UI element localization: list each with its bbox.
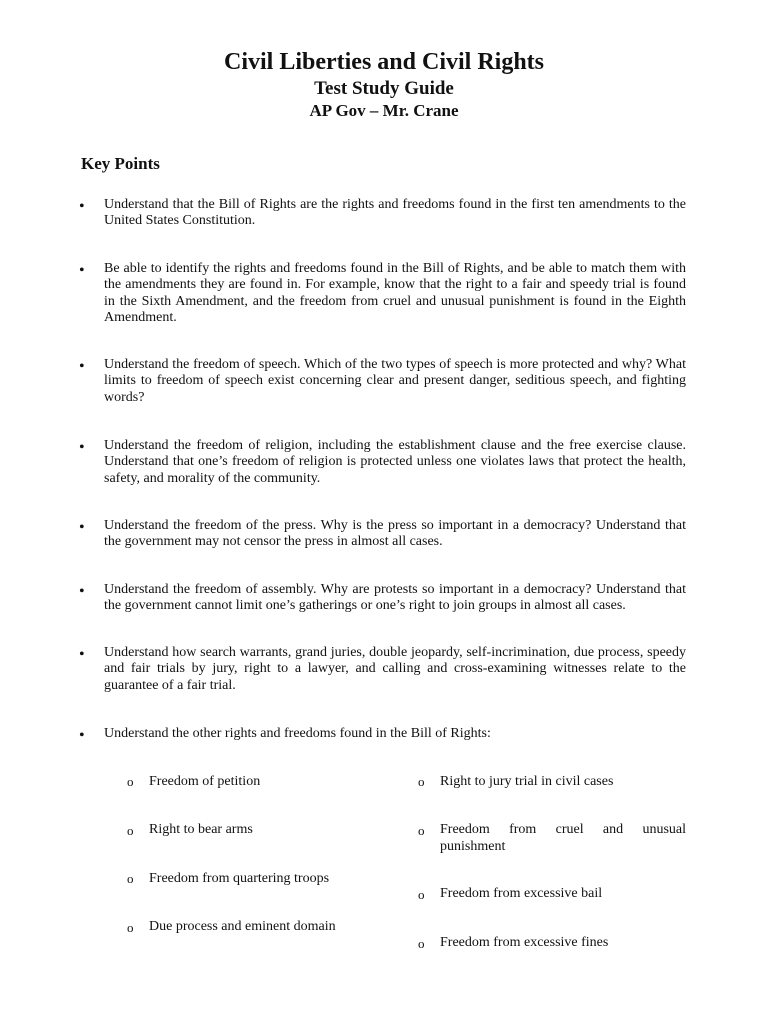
other-right-jury-trial-civil: Right to jury trial in civil cases — [440, 774, 614, 789]
document-title: Civil Liberties and Civil Rights — [223, 49, 545, 75]
bullet-icon: • — [79, 358, 85, 375]
sub-bullet-icon: o — [127, 774, 134, 789]
sub-bullet-icon: o — [127, 823, 134, 838]
sub-bullet-icon: o — [418, 774, 425, 789]
other-right-excessive-fines: Freedom from excessive fines — [440, 935, 609, 950]
sub-bullet-icon: o — [127, 920, 134, 935]
key-point-2: Be able to identify the rights and freedoms found in the Bill of Rights, and be able to match them with the amendments they are found in. For example, know that the right to a fair and speedy trial is found in the Sixth Amendment, and the freedom from cruel and unusual punishment is found in the Eighth Amendment. — [104, 261, 686, 326]
bullet-icon: • — [79, 583, 85, 600]
other-right-due-process: Due process and eminent domain — [149, 919, 336, 934]
bullet-icon: • — [79, 646, 85, 663]
sub-bullet-icon: o — [418, 887, 425, 902]
bullet-icon: • — [79, 198, 85, 215]
key-point-4: Understand the freedom of religion, including the establishment clause and the free exercise clause. Understand that one’s freedom of religion is protected unless one violates laws that protect the health, safety, and morality of the community. — [104, 438, 686, 486]
key-point-1: Understand that the Bill of Rights are the rights and freedoms found in the first ten amendments to the United States Constitution. — [104, 197, 686, 229]
other-right-cruel-unusual-punishment: Freedom from cruel and unusual punishment — [440, 822, 686, 854]
course-line: AP Gov – Mr. Crane — [309, 101, 459, 120]
sub-bullet-icon: o — [418, 936, 425, 951]
document-subtitle: Test Study Guide — [314, 78, 454, 99]
key-point-6: Understand the freedom of assembly. Why are protests so important in a democracy? Understand that the government cannot limit one’s gatherings or one’s right to join groups in almost all cases. — [104, 582, 686, 614]
bullet-icon: • — [79, 439, 85, 456]
key-point-7: Understand how search warrants, grand juries, double jeopardy, self-incrimination, due process, speedy and fair trials by jury, right to a lawyer, and calling and cross-examining witnesses relate to the guarantee of a fair trial. — [104, 645, 686, 693]
other-right-excessive-bail: Freedom from excessive bail — [440, 886, 603, 901]
bullet-icon: • — [79, 519, 85, 536]
section-heading-key-points: Key Points — [81, 154, 160, 173]
sub-bullet-icon: o — [127, 871, 134, 886]
other-right-quartering-troops: Freedom from quartering troops — [149, 871, 330, 886]
other-right-freedom-of-petition: Freedom of petition — [149, 774, 261, 789]
other-right-bear-arms: Right to bear arms — [149, 822, 253, 837]
key-point-5: Understand the freedom of the press. Why is the press so important in a democracy? Understand that the government may not censor the press in almost all cases. — [104, 518, 686, 550]
bullet-icon: • — [79, 262, 85, 279]
bullet-icon: • — [79, 727, 85, 744]
key-point-3: Understand the freedom of speech. Which of the two types of speech is more protected and why? What limits to freedom of speech exist concerning clear and present danger, seditious speech, and fighting words? — [104, 357, 686, 405]
key-point-8: Understand the other rights and freedoms found in the Bill of Rights: — [104, 726, 491, 741]
sub-bullet-icon: o — [418, 823, 425, 838]
